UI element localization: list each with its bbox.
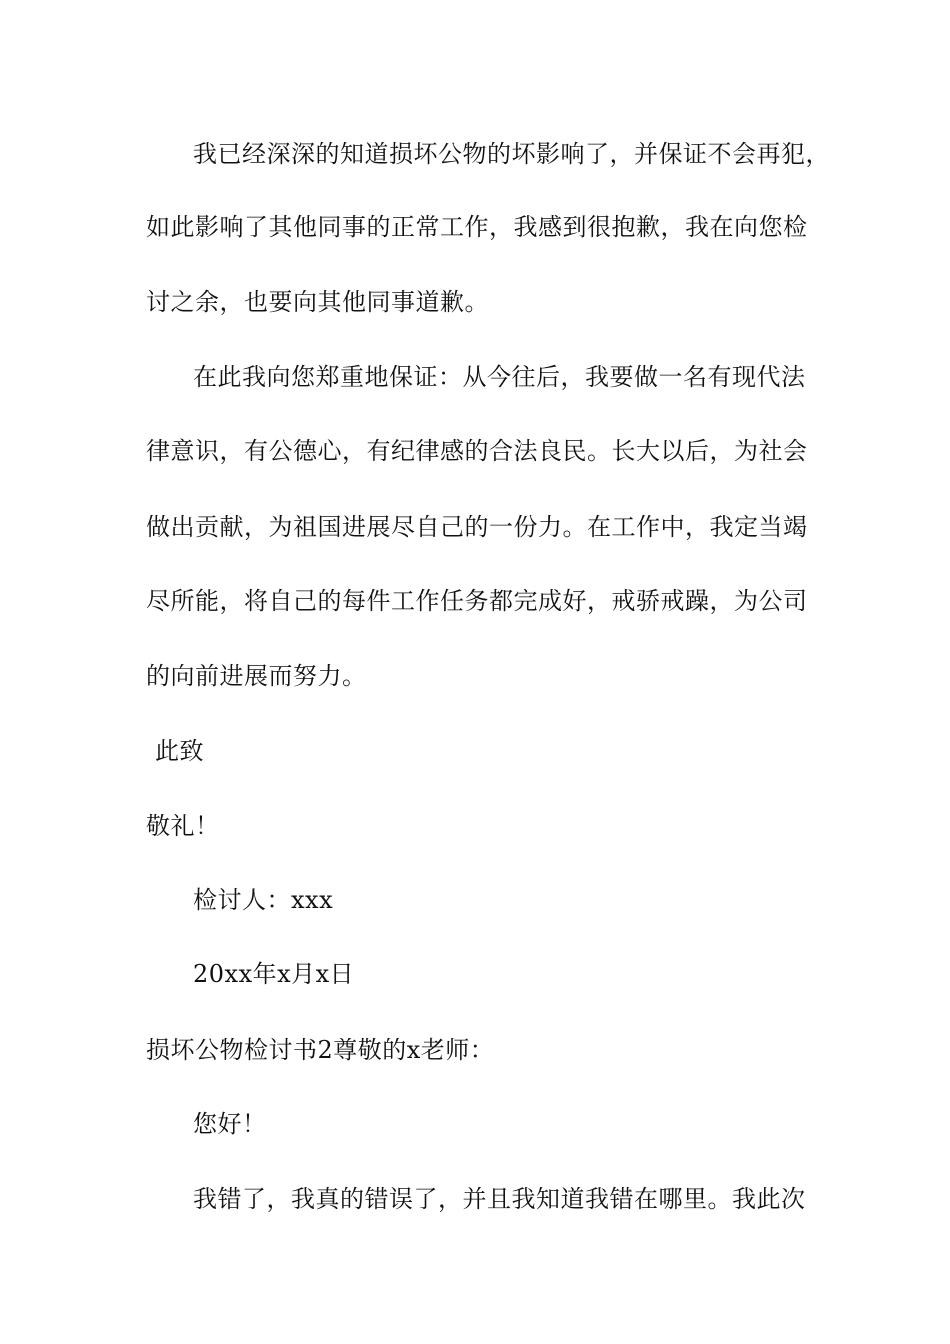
signature: 检讨人：xxx [193,886,334,914]
paragraph-2-line-5: 的向前进展而努力。 [146,662,367,690]
paragraph-1-line-2: 如此影响了其他同事的正常工作，我感到很抱歉，我在向您检 [146,213,808,241]
paragraph-2-line-3: 做出贡献，为祖国进展尽自己的一份力。在工作中，我定当竭 [146,513,808,541]
next-section-title: 损坏公物检讨书2尊敬的x老师： [146,1036,495,1064]
paragraph-1-line-1: 我已经深深的知道损坏公物的坏影响了，并保证不会再犯， [193,140,830,168]
paragraph-2-line-4: 尽所能，将自己的每件工作任务都完成好，戒骄戒躁，为公司 [146,587,808,615]
salute: 敬礼！ [146,812,220,840]
date: 20xx年x月x日 [193,960,355,988]
paragraph-2-line-1: 在此我向您郑重地保证：从今往后，我要做一名有现代法 [193,363,806,391]
paragraph-2-line-2: 律意识，有公德心，有纪律感的合法良民。长大以后，为社会 [146,437,808,465]
paragraph-1-line-3: 讨之余，也要向其他同事道歉。 [146,288,489,316]
closing: 此致 [155,737,204,765]
greeting: 您好！ [193,1110,267,1138]
paragraph-3-line-1: 我错了，我真的错误了，并且我知道我错在哪里。我此次 [193,1185,806,1213]
